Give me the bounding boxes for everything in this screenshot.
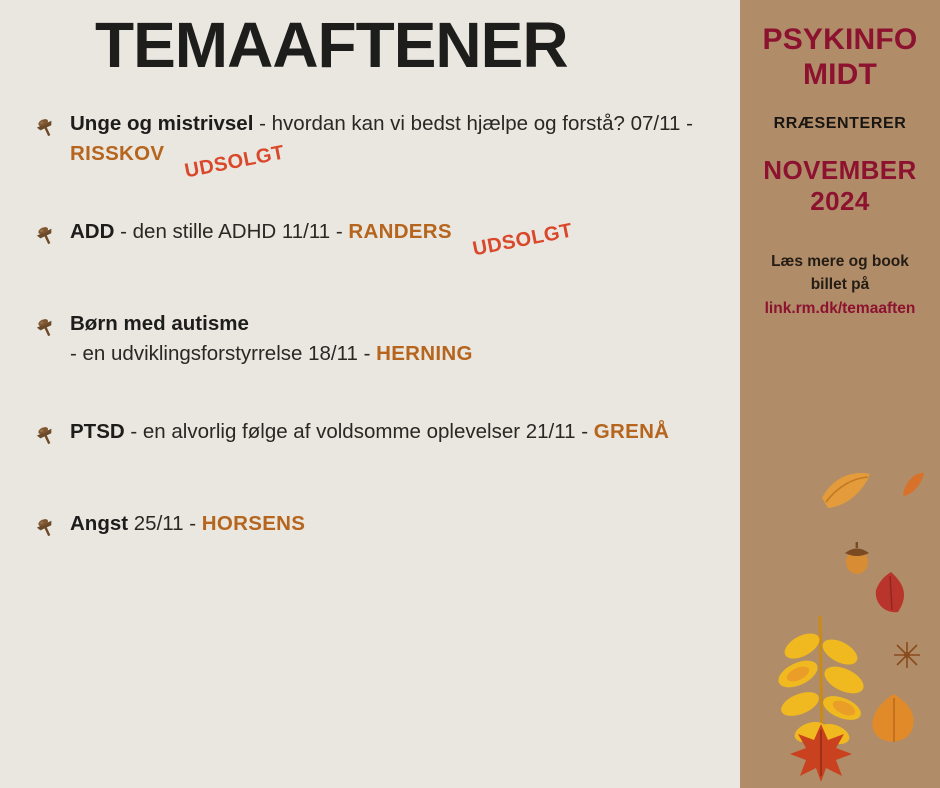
event-desc: - en udviklingsforstyrrelse 18/11 - <box>70 342 377 366</box>
event-title: ADD <box>70 220 115 244</box>
date-block <box>740 155 940 217</box>
month-label: NOVEMBER <box>763 154 917 185</box>
acorn-icon <box>840 540 874 576</box>
event-title: PTSD <box>70 420 125 444</box>
pushpin-icon <box>30 311 60 341</box>
pushpin-icon <box>30 219 60 249</box>
event-text <box>70 509 740 539</box>
event-place: RISSKOV <box>70 142 165 166</box>
leaf-icon <box>818 468 874 512</box>
brand-name <box>740 22 940 93</box>
event-place: HORSENS <box>201 512 306 536</box>
event-place: HERNING <box>376 342 473 366</box>
event-place: GRENÅ <box>593 420 670 444</box>
maple-leaf-icon <box>788 722 854 784</box>
event-desc: 25/11 - <box>128 512 202 536</box>
presents-label: RRÆSENTERER <box>773 114 907 132</box>
booking-link[interactable]: link.rm.dk/temaaften <box>764 300 916 318</box>
list-item[interactable] <box>30 109 740 183</box>
brand-line-1: PSYKINFO <box>762 23 918 56</box>
event-text <box>70 417 740 447</box>
poster-sidebar <box>740 0 940 788</box>
event-title: Angst <box>70 512 129 536</box>
event-title: Unge og mistrivsel <box>70 112 254 136</box>
event-desc: - hvordan kan vi bedst hjælpe og forstå? 07/11 - <box>253 112 693 136</box>
event-text <box>70 109 740 183</box>
event-desc: - den stille ADHD 11/11 - <box>114 220 349 244</box>
status-badge: UDSOLGT <box>183 141 287 183</box>
leaf-icon <box>868 692 920 748</box>
event-desc: - en alvorlig følge af voldsomme oplevelser 21/11 - <box>124 420 594 444</box>
seed-icon <box>892 640 922 670</box>
leaf-icon <box>768 612 868 752</box>
event-place: RANDERS <box>348 220 452 244</box>
leaf-icon <box>870 570 912 616</box>
year-label: 2024 <box>810 185 870 216</box>
list-item[interactable] <box>30 417 740 461</box>
list-item[interactable] <box>30 309 740 369</box>
list-item[interactable] <box>30 217 740 261</box>
event-text <box>70 309 740 369</box>
leaf-icon <box>900 470 926 498</box>
event-list <box>0 109 740 553</box>
booking-info <box>740 251 940 320</box>
pushpin-icon <box>30 419 60 449</box>
page-title: TEMAAFTENER <box>95 9 568 81</box>
pushpin-icon <box>30 511 60 541</box>
brand-line-2: MIDT <box>802 58 878 92</box>
list-item[interactable] <box>30 509 740 553</box>
event-title: Børn med autisme <box>70 312 249 336</box>
status-badge: UDSOLGT <box>470 219 575 261</box>
event-text <box>70 217 740 261</box>
booking-text: Læs mere og book billet på <box>771 253 909 293</box>
pushpin-icon <box>30 111 60 141</box>
